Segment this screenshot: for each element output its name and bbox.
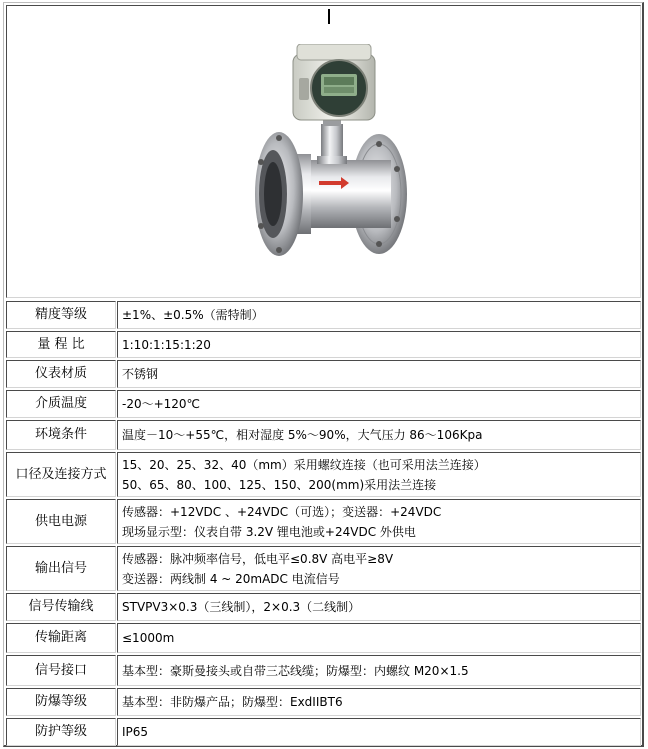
spec-value	[117, 655, 641, 686]
spec-label: 仪表材质	[6, 360, 116, 388]
spec-value	[117, 499, 641, 544]
spec-value-line: 现场显示型：仪表自带 3.2V 锂电池或+24VDC 外供电	[122, 524, 416, 539]
spec-label: 环境条件	[6, 420, 116, 450]
spec-value-line: IP65	[122, 725, 149, 739]
spec-value	[117, 360, 641, 388]
spec-value-line: 15、20、25、32、40（mm）采用螺纹连接（也可采用法兰连接）	[122, 457, 486, 472]
spec-value-line: 变送器：两线制 4 ~ 20mADC 电流信号	[122, 571, 340, 586]
spec-label: 精度等级	[6, 301, 116, 329]
spec-value-line: 不锈钢	[122, 367, 159, 381]
turbine-flowmeter-image	[241, 44, 416, 269]
spec-value	[117, 546, 641, 591]
spec-value-line: ≤1000m	[122, 631, 175, 645]
spec-value	[117, 420, 641, 450]
spec-value	[117, 718, 641, 746]
spec-label: 信号传输线	[6, 593, 116, 621]
spec-value-line: 基本型：非防爆产品；防爆型：ExdIIBT6	[122, 695, 343, 709]
spec-label: 防护等级	[6, 718, 116, 746]
spec-value-line: ±1%、±0.5%（需特制）	[122, 308, 264, 322]
product-image-cell	[6, 5, 641, 298]
spec-label: 防爆等级	[6, 688, 116, 716]
spec-value-line: 基本型：豪斯曼接头或自带三芯线缆；防爆型：内螺纹 M20×1.5	[122, 663, 469, 678]
spec-value	[117, 331, 641, 358]
spec-label: 供电电源	[6, 499, 116, 544]
spec-value-line: 传感器：脉冲频率信号，低电平≤0.8V 高电平≥8V	[122, 551, 394, 566]
spec-label: 传输距离	[6, 623, 116, 653]
spec-value-line: STVPV3×0.3（三线制），2×0.3（二线制）	[122, 600, 361, 614]
spec-value-line: 1:10:1:15:1:20	[122, 337, 211, 352]
spec-value-line: 温度－10～+55℃，相对湿度 5%～90%，大气压力 86～106Kpa	[122, 428, 483, 442]
spec-value-line: 50、65、80、100、125、150、200(mm)采用法兰连接	[122, 477, 437, 492]
spec-value	[117, 452, 641, 497]
spec-value	[117, 390, 641, 418]
spec-value	[117, 623, 641, 653]
spec-label: 量 程 比	[6, 331, 116, 358]
spec-label: 输出信号	[6, 546, 116, 591]
spec-value	[117, 688, 641, 716]
spec-label: 信号接口	[6, 655, 116, 686]
spec-value	[117, 593, 641, 621]
text-cursor	[328, 9, 330, 24]
spec-value-line: -20～+120℃	[122, 397, 201, 411]
spec-value-line: 传感器：+12VDC 、+24VDC（可选）；变送器：+24VDC	[122, 504, 442, 519]
spec-label: 介质温度	[6, 390, 116, 418]
spec-label: 口径及连接方式	[6, 452, 116, 497]
spec-value	[117, 301, 641, 329]
